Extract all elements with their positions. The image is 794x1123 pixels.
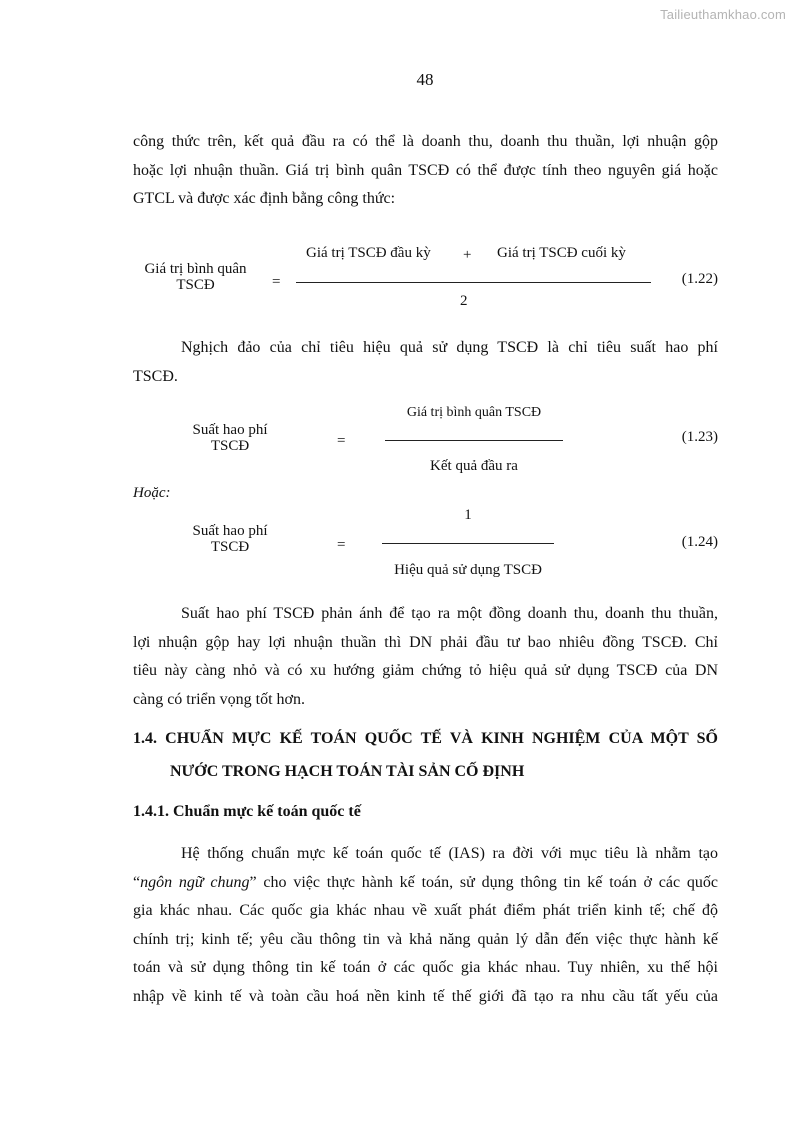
open-quote: “ <box>133 873 141 891</box>
formula-numerator: 1 <box>464 507 472 523</box>
intro-paragraph <box>133 128 718 214</box>
subsection-heading: 1.4.1. Chuẩn mực kế toán quốc tế <box>133 803 361 820</box>
formula-lhs <box>170 523 290 556</box>
formula-lhs-line: TSCĐ <box>210 539 250 555</box>
formula-lhs <box>128 261 263 294</box>
formula-numerator: Giá trị bình quân TSCĐ <box>406 405 542 420</box>
formula-lhs-line: TSCĐ <box>210 438 250 454</box>
formula-numerator-left: Giá trị TSCĐ đầu kỳ <box>306 245 431 261</box>
watermark: Tailieuthamkhao.com <box>660 7 786 22</box>
formula-denominator: Hiệu quả sử dụng TSCĐ <box>394 562 542 578</box>
text-line <box>133 869 718 898</box>
formula-lhs-line: Suất hao phí <box>192 422 268 438</box>
text-line: công thức trên, kết quả đầu ra có thể là doanh thu, doanh thu thuần, lợi nhuận gộp <box>133 133 718 150</box>
fraction-bar <box>385 440 563 441</box>
text-line: Hệ thống chuẩn mực kế toán quốc tế (IAS) ra đời với mục tiêu là nhằm tạo <box>181 845 718 862</box>
text-line: TSCĐ. <box>133 367 178 385</box>
plus-sign: + <box>463 247 472 263</box>
or-label-text: Hoặc: <box>133 485 171 501</box>
section-heading-continued: NƯỚC TRONG HẠCH TOÁN TÀI SẢN CỐ ĐỊNH <box>170 763 525 780</box>
fraction-bar <box>382 543 554 544</box>
text-line: Nghịch đảo của chỉ tiêu hiệu quả sử dụng TSCĐ là chỉ tiêu suất hao phí <box>181 339 718 356</box>
text-line: chính trị; kinh tế; yêu cầu thông tin và khả năng quản lý dẫn đến việc thực hành kế <box>133 930 718 948</box>
inverse-paragraph <box>133 334 718 391</box>
formula-lhs-line: TSCĐ <box>176 277 215 293</box>
equation-number: (1.22) <box>681 271 718 287</box>
text-line: càng có triển vọng tốt hơn. <box>133 690 305 708</box>
equals-sign: = <box>337 433 346 449</box>
formula-lhs-line: Giá trị bình quân <box>144 261 247 277</box>
ias-paragraph <box>133 840 718 1011</box>
text-line: tiêu này càng nhỏ và có xu hướng giảm chứng tỏ hiệu quả sử dụng TSCĐ của DN <box>133 662 718 679</box>
formula-numerator-right: Giá trị TSCĐ cuối kỳ <box>497 245 626 261</box>
italic-phrase: ngôn ngữ chung <box>140 873 250 891</box>
page-number: 48 <box>416 70 434 89</box>
text-line: GTCL và được xác định bằng công thức: <box>133 190 396 207</box>
formula-denominator: Kết quả đầu ra <box>430 458 518 474</box>
equals-sign: = <box>272 274 281 290</box>
text-line: Suất hao phí TSCĐ phản ánh để tạo ra một đồng doanh thu, doanh thu thuần, <box>181 605 718 622</box>
meaning-paragraph <box>133 600 718 714</box>
text-line: nhập về kinh tế và toàn cầu hoá nền kinh tế thế giới đã tạo ra nhu cầu tất yếu của <box>133 987 718 1005</box>
text-line: hoặc lợi nhuận thuần. Giá trị bình quân TSCĐ có thể được tính theo nguyên giá hoặc <box>133 161 718 179</box>
text-line: gia khác nhau. Các quốc gia khác nhau về xuất phát điểm phát triển kinh tế; chế độ <box>133 902 718 919</box>
equation-number: (1.23) <box>681 429 718 445</box>
text-line: toán và sử dụng thông tin kế toán ở các quốc gia khác nhau. Tuy nhiên, xu thế hội <box>133 959 718 976</box>
or-label <box>133 485 171 502</box>
formula-lhs <box>170 422 290 455</box>
line-rest: ” cho việc thực hành kế toán, sử dụng thông tin kế toán ở các quốc <box>249 873 718 891</box>
text-line: lợi nhuận gộp hay lợi nhuận thuần thì DN phải đầu tư bao nhiêu đồng TSCĐ. Chỉ <box>133 633 718 651</box>
formula-denominator: 2 <box>460 293 468 309</box>
fraction-bar <box>296 282 651 283</box>
section-heading: 1.4. CHUẨN MỰC KẾ TOÁN QUỐC TẾ VÀ KINH NGHIỆM CỦA MỘT SỐ <box>133 730 718 747</box>
equation-number: (1.24) <box>681 534 718 550</box>
equals-sign: = <box>337 537 346 553</box>
formula-lhs-line: Suất hao phí <box>192 523 268 539</box>
